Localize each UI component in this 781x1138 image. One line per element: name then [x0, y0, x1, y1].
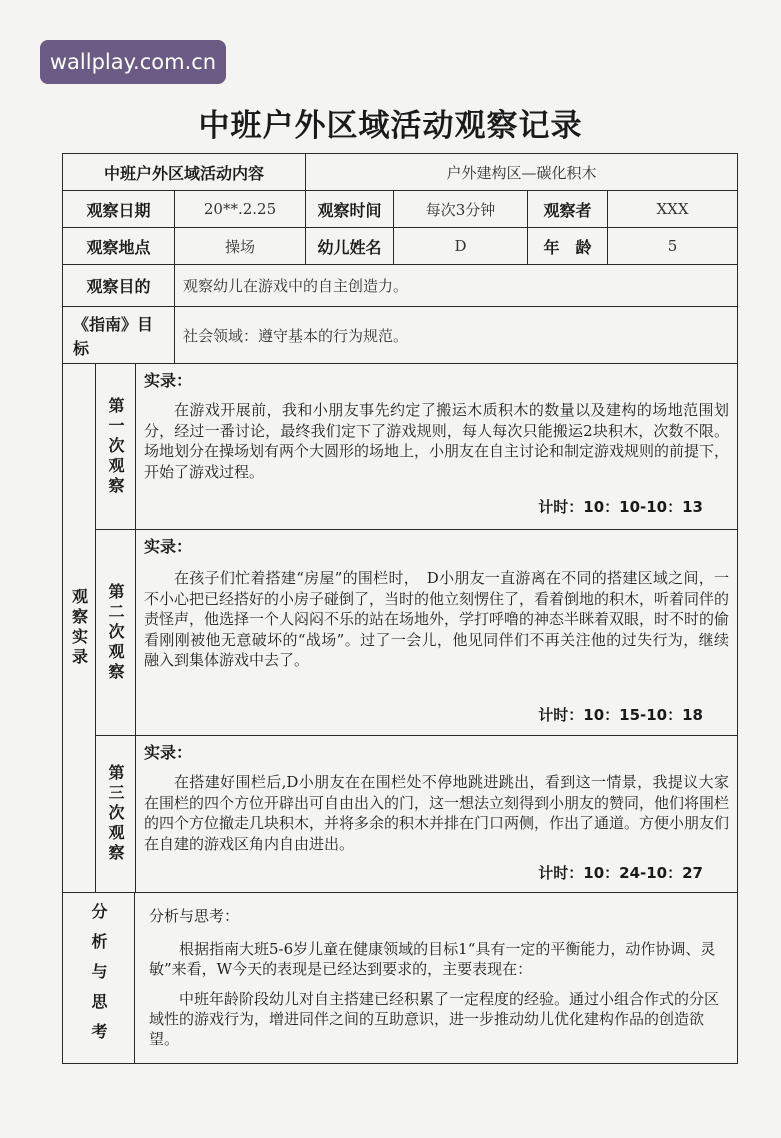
record-1-label: 第一次观察 — [95, 363, 136, 530]
date-value: 20**.2.25 — [174, 190, 306, 228]
record-1 — [135, 363, 738, 530]
record-2-label: 第二次观察 — [95, 529, 136, 736]
record-2-head: 实录： — [144, 537, 193, 556]
watermark: wallplay.com.cn — [40, 40, 226, 84]
analysis-paragraph-1: 根据指南大班5-6岁儿童在健康领域的目标1“具有一定的平衡能力，动作协调、灵敏”来看，W今天的表现是已经达到要求的，主要表现在： — [149, 940, 716, 978]
record-2 — [135, 529, 738, 736]
guide-label-text: 《指南》目标 — [73, 315, 154, 358]
analysis-head: 分析与思考： — [149, 907, 240, 925]
record-3-text: 在搭建好围栏后,D小朋友在在围栏处不停地跳进跳出，看到这一情景，我提议大家在围栏的四个方位开辟出可自由出入的门，这一想法立刻得到小朋友的赞同，他们将围栏的四个方位撤走几块积木，并将多余的积木并排在门口两侧，作出了通道。方便小朋友们在自建的游戏区角内自由进出。 — [144, 773, 730, 853]
purpose-value: 观察幼儿在游戏中的自主创造力。 — [174, 264, 738, 307]
time-value: 每次3分钟 — [393, 190, 528, 228]
record-1-head: 实录： — [144, 371, 193, 390]
document-title: 中班户外区域活动观察记录 — [198, 108, 583, 144]
child-name-value: D — [393, 227, 528, 265]
content-value: 户外建构区—碳化积木 — [305, 153, 738, 191]
guide-value: 社会领域：遵守基本的行为规范。 — [174, 306, 738, 364]
observer-label: 观察者 — [527, 190, 608, 228]
guide-label — [62, 306, 175, 364]
record-3 — [135, 735, 738, 893]
child-name-label: 幼儿姓名 — [305, 227, 394, 265]
date-label: 观察日期 — [62, 190, 175, 228]
record-3-time: 计时：10：24-10：27 — [538, 864, 703, 882]
place-label: 观察地点 — [62, 227, 175, 265]
analysis-content — [134, 892, 738, 1064]
record-2-text: 在孩子们忙着搭建“房屋”的围栏时， D小朋友一直游离在不同的搭建区域之间，一不小心把已经搭好的小房子碰倒了，当时的他立刻愣住了，看着倒地的积木，听着同伴的责怪声，他选择一个人闷闷不乐的站在场地外，学打呼噜的神态半眯着双眼，时不时的偷看刚刚被他无意破坏的“战场”。过了一会儿，他见同伴们不再关注他的过失行为，继续融入到集体游戏中去了。 — [144, 569, 730, 669]
record-2-time: 计时：10：15-10：18 — [538, 706, 703, 724]
place-value: 操场 — [174, 227, 306, 265]
record-3-head: 实录： — [144, 743, 193, 762]
analysis-paragraph-2: 中班年龄阶段幼儿对自主搭建已经积累了一定程度的经验。通过小组合作式的分区域性的游戏行为，增进同伴之间的互助意识，进一步推动幼儿优化建构作品的创造欲望。 — [149, 990, 720, 1048]
analysis-label: 分析与思考 — [62, 892, 135, 1064]
record-1-time: 计时：10：10-10：13 — [538, 498, 703, 516]
purpose-label: 观察目的 — [62, 264, 175, 307]
time-label: 观察时间 — [305, 190, 394, 228]
observer-value: XXX — [607, 190, 738, 228]
record-3-label: 第三次观察 — [95, 735, 136, 893]
record-1-text: 在游戏开展前，我和小朋友事先约定了搬运木质积木的数量以及建构的场地范围划分，经过一番讨论，最终我们定下了游戏规则，每人每次只能搬运2块积木，次数不限。场地划分在操场划有两个大圆形的场地上，小朋友在自主讨论和制定游戏规则的前提下，开始了游戏过程。 — [144, 401, 730, 481]
age-value: 5 — [607, 227, 738, 265]
age-label: 年 龄 — [527, 227, 608, 265]
records-section-label: 观察实录 — [62, 363, 96, 893]
content-label: 中班户外区域活动内容 — [62, 153, 306, 191]
